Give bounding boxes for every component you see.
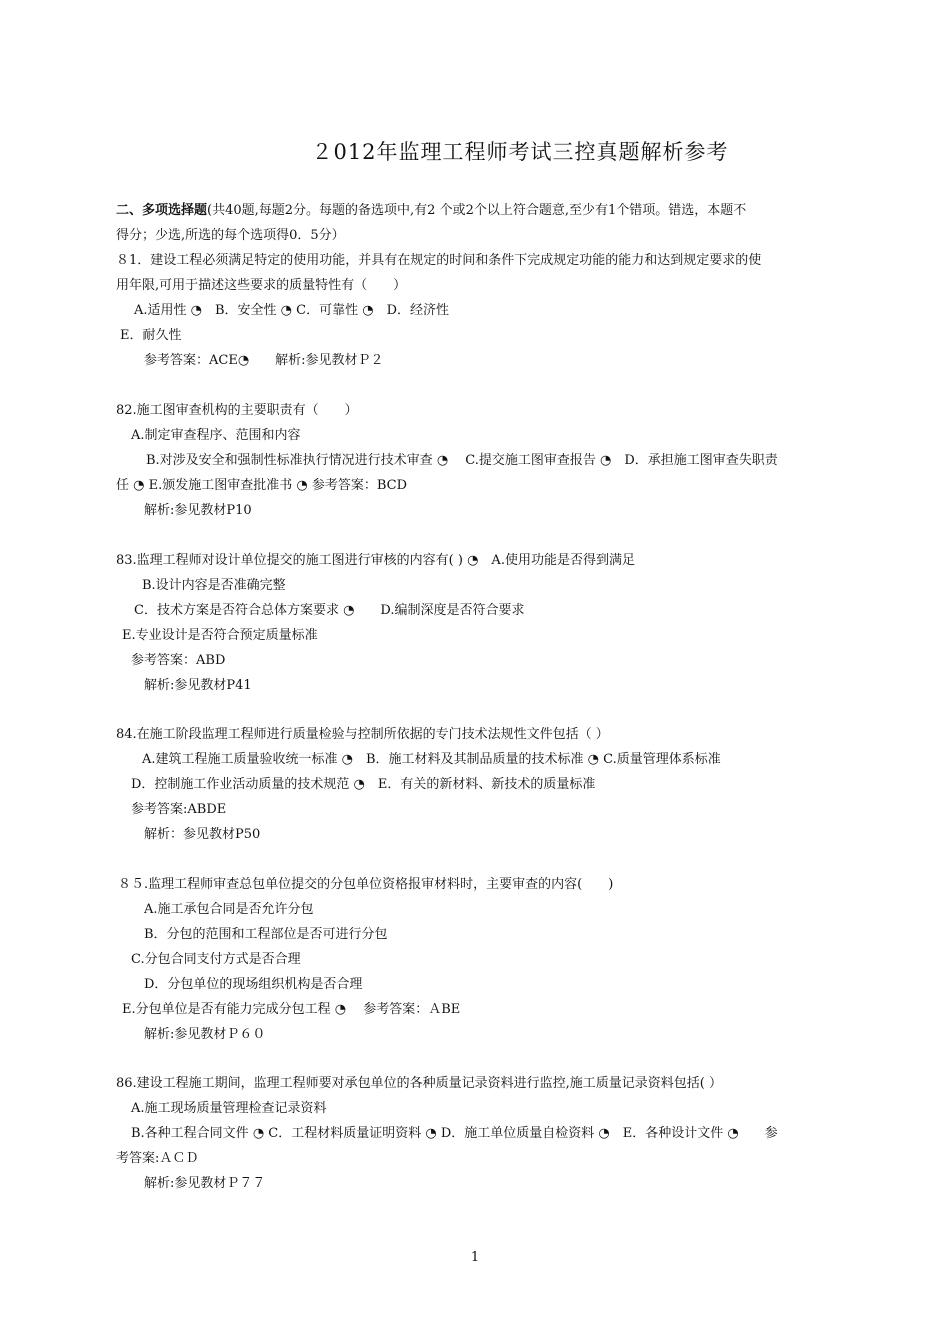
q81-options-1: A.适用性 ◔ B．安全性 ◔ C．可靠性 ◔ D．经济性 — [134, 303, 450, 318]
q81-stem-1: ８1．建设工程必须满足特定的使用功能，并具有在规定的时间和条件下完成规定功能的能力和达到规定要求的使 — [116, 253, 762, 268]
q81-options-2: E．耐久性 — [120, 328, 182, 343]
q84-option-a: A.建筑工程施工质量验收统一标准 ◔ B．施工材料及其制品质量的技术标准 ◔ C.质量管理体系标准 — [142, 752, 721, 767]
q82-option-a: A.制定审查程序、范围和内容 — [131, 428, 301, 443]
q84-stem: 84.在施工阶段监理工程师进行质量检验与控制所依据的专门技术法规性文件包括（ ） — [116, 727, 609, 742]
section-intro: (共40题,每题2分。每题的备选项中,有2 个或2个以上符合题意,至少有1个错项。错选，本题不 — [207, 203, 747, 218]
q85-option-e: E.分包单位是否有能力完成分包工程 ◔ 参考答案：ＡBE — [122, 1002, 461, 1017]
q86-option-b: B.各种工程合同文件 ◔ C．工程材料质量证明资料 ◔ D．施工单位质量自检资料 ◔ E．各种设计文件 ◔ 参 — [131, 1126, 778, 1141]
q85-option-a: A.施工承包合同是否允许分包 — [144, 902, 314, 917]
q85-option-d: D．分包单位的现场组织机构是否合理 — [144, 977, 363, 992]
q81-answer: 参考答案：ACE◔ 解析:参见教材Ｐ２ — [144, 353, 384, 368]
q82-analysis: 解析:参见教材P10 — [144, 503, 252, 518]
document-title: ２012年监理工程师考试三控真题解析参考 — [311, 140, 729, 164]
q82-stem: 82.施工图审查机构的主要职责有（ ） — [116, 403, 358, 418]
q86-option-a: A.施工现场质量管理检查记录资料 — [131, 1101, 327, 1116]
q86-option-b-cont: 考答案:ＡＣＤ — [116, 1151, 199, 1166]
q83-option-c: C．技术方案是否符合总体方案要求 ◔ D.编制深度是否符合要求 — [134, 603, 525, 618]
q82-option-b-cont: 任 ◔ E.颁发施工图审查批准书 ◔ 参考答案：BCD — [116, 478, 408, 493]
section-intro-line-2: 得分；少选,所选的每个选项得0．5分） — [116, 228, 345, 243]
q85-analysis: 解析:参见教材Ｐ６０ — [144, 1027, 266, 1042]
q86-stem: 86.建设工程施工期间，监理工程师要对承包单位的各种质量记录资料进行监控,施工质量记录资料包括( ） — [116, 1076, 723, 1091]
q81-stem-2: 用年限,可用于描述这些要求的质量特性有（ ） — [116, 278, 407, 293]
q84-option-d: D．控制施工作业活动质量的技术规范 ◔ E．有关的新材料、新技术的质量标准 — [131, 777, 596, 792]
section-intro-line-1 — [116, 202, 746, 220]
q83-answer: 参考答案：ABD — [131, 653, 226, 668]
q84-answer: 参考答案:ABDE — [131, 802, 227, 817]
q85-option-c: C.分包合同支付方式是否合理 — [131, 952, 301, 967]
q82-option-b: B.对涉及安全和强制性标准执行情况进行技术审查 ◔ C.提交施工图审查报告 ◔ D．承担施工图审查失职责 — [146, 453, 778, 468]
q85-stem: ８５.监理工程师审查总包单位提交的分包单位资格报审材料时，主要审查的内容( ) — [118, 877, 614, 892]
q86-analysis: 解析:参见教材Ｐ７７ — [144, 1176, 266, 1191]
q83-analysis: 解析:参见教材P41 — [144, 678, 252, 693]
q83-option-e: E.专业设计是否符合预定质量标准 — [122, 628, 318, 643]
q85-option-b: B．分包的范围和工程部位是否可进行分包 — [144, 927, 388, 942]
q83-option-b: B.设计内容是否准确完整 — [142, 578, 286, 593]
q84-analysis: 解析：参见教材P50 — [144, 827, 261, 842]
section-heading: 二、多项选择题 — [116, 203, 208, 218]
page-number: 1 — [470, 1250, 480, 1265]
q83-stem: 83.监理工程师对设计单位提交的施工图进行审核的内容有( ) ◔ A.使用功能是否得到满足 — [116, 553, 635, 568]
